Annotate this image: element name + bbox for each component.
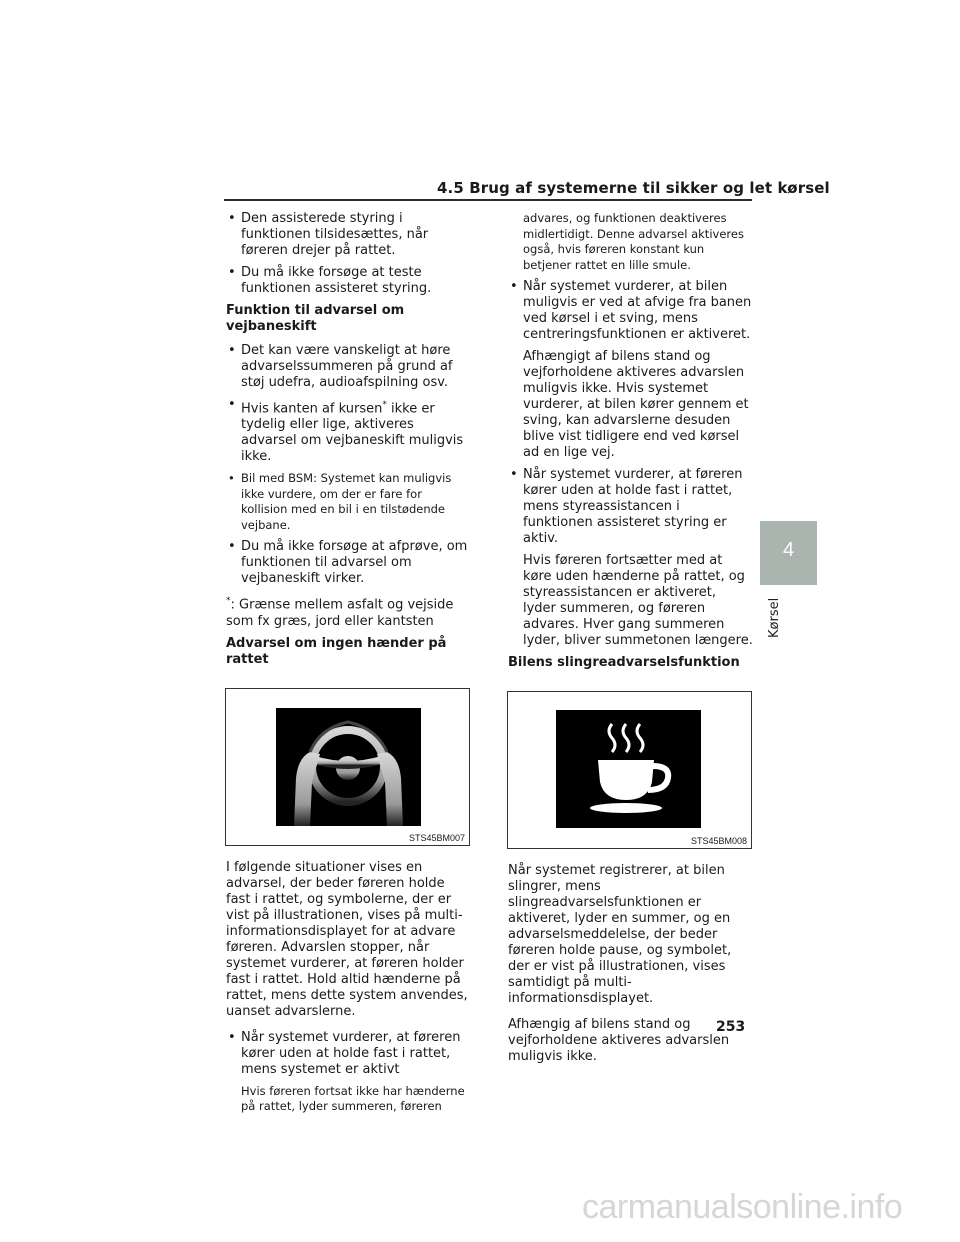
watermark: carmanualsonline.info: [582, 1188, 903, 1226]
page-number: 253: [716, 1019, 746, 1035]
chapter-tab[interactable]: [760, 521, 817, 585]
paragraph: I følgende situationer vises en advarsel, der beder føreren holde fast i rattet, og symbolerne, der er vist på illustrationen, vises på multi-informationsdisplayet for at advare føreren. Advarslen stopper, når systemet vurderer, at føreren holder fast i rattet. Hold altid hænderne på rattet, mens dette system anvendes, uanset advarslerne.: [226, 859, 468, 1019]
left-column: [226, 211, 471, 1121]
display-panel: [556, 710, 701, 828]
bullet-item: • Når systemet vurderer, at føreren kører uden at holde fast i rattet, mens styreassistancen i funktionen assisteret styring er aktiv.: [508, 467, 753, 547]
footnote: [226, 593, 471, 629]
paragraph: Afhængig af bilens stand og vejforholdene aktiveres advarslen muligvis ikke.: [508, 1017, 730, 1064]
paragraph: Når systemet registrerer, at bilen slingrer, mens slingreadvarselsfunktionen er aktiveret, lyder en summer, og en advarselsmeddelelse, der beder føreren holde pause, og symbolet, der er vist på illustrationen, vises samtidigt på multi-informationsdisplayet.: [508, 863, 732, 1006]
bullet-subtext: Hvis føreren fortsætter med at køre uden hænderne på rattet, og styreassistancen er aktiveret, lyder summeren, og føreren advares. Hver gang summeren lyder, bliver summetonen længere.: [523, 553, 753, 648]
hands-on-wheel-icon: [276, 708, 421, 826]
bullet-item: • Når systemet vurderer, at føreren kører uden at holde fast i rattet, mens systemet er aktivt: [226, 1030, 471, 1078]
bullet-text: ikke er tydelig eller lige, aktiveres advarsel om vejbaneskift muligvis ikke.: [241, 401, 464, 465]
figure-no-hands: [225, 688, 470, 846]
bullet-item: • Den assisterede styring i funktionen tilsidesættes, når føreren drejer på rattet.: [226, 211, 471, 259]
subheading: Funktion til advarsel om vejbaneskift: [226, 303, 405, 334]
bullet-item: • Bil med BSM: Systemet kan muligvis ikke vurdere, om der er fare for kollision med en bil i en tilstødende vejbane.: [226, 471, 471, 533]
bullet-item: • Det kan være vanskeligt at høre advarselssummeren på grund af støj udefra, audioafspilning osv.: [226, 343, 471, 391]
subheading: Advarsel om ingen hænder på rattet: [226, 635, 447, 667]
chapter-number: 4: [782, 539, 795, 561]
footnote-text: : Grænse mellem asfalt og vejside som fx græs, jord eller kantsten: [226, 597, 454, 629]
bullet-item: • Når systemet vurderer, at bilen muligvis er ved at afvige fra banen ved kørsel i et sving, mens centreringsfunktionen er aktiveret.: [508, 279, 753, 343]
header-rule: [224, 199, 752, 201]
display-panel: [276, 708, 421, 826]
bullet-subtext: Hvis føreren fortsat ikke har hænderne på rattet, lyder summeren, føreren: [241, 1083, 465, 1114]
section-header: 4.5 Brug af systemerne til sikker og let kørsel: [437, 179, 830, 197]
bullet-item: • Du må ikke forsøge at teste funktionen assisteret styring.: [226, 265, 471, 297]
bullet-subtext: Afhængigt af bilens stand og vejforholdene aktiveres advarslen muligvis ikke. Hvis systemet vurderer, at bilen kører gennem et sving, kan advarslerne desuden blive vist tidligere end ved kørsel ad en lige vej.: [523, 349, 749, 460]
bullet-text: Hvis kanten af kursen: [241, 401, 383, 417]
footnote-mark: *: [382, 400, 387, 410]
figure-sway-warning: [507, 691, 752, 849]
footnote-mark: *: [226, 596, 231, 607]
right-column: [508, 211, 753, 1071]
figure-code: STS45BM007: [408, 832, 465, 843]
coffee-cup-icon: [556, 710, 701, 828]
figure-code: STS45BM008: [690, 836, 747, 846]
subheading: Bilens slingreadvarselsfunktion: [508, 655, 740, 670]
bullet-item: [226, 397, 471, 465]
chapter-label: Kørsel: [767, 597, 782, 638]
continued-text: advares, og funktionen deaktiveres midlertidigt. Denne advarsel aktiveres også, hvis føreren konstant kun betjener rattet en lille smule.: [523, 211, 744, 272]
bullet-item: • Du må ikke forsøge at afprøve, om funktionen til advarsel om vejbaneskift virker.: [226, 539, 471, 587]
